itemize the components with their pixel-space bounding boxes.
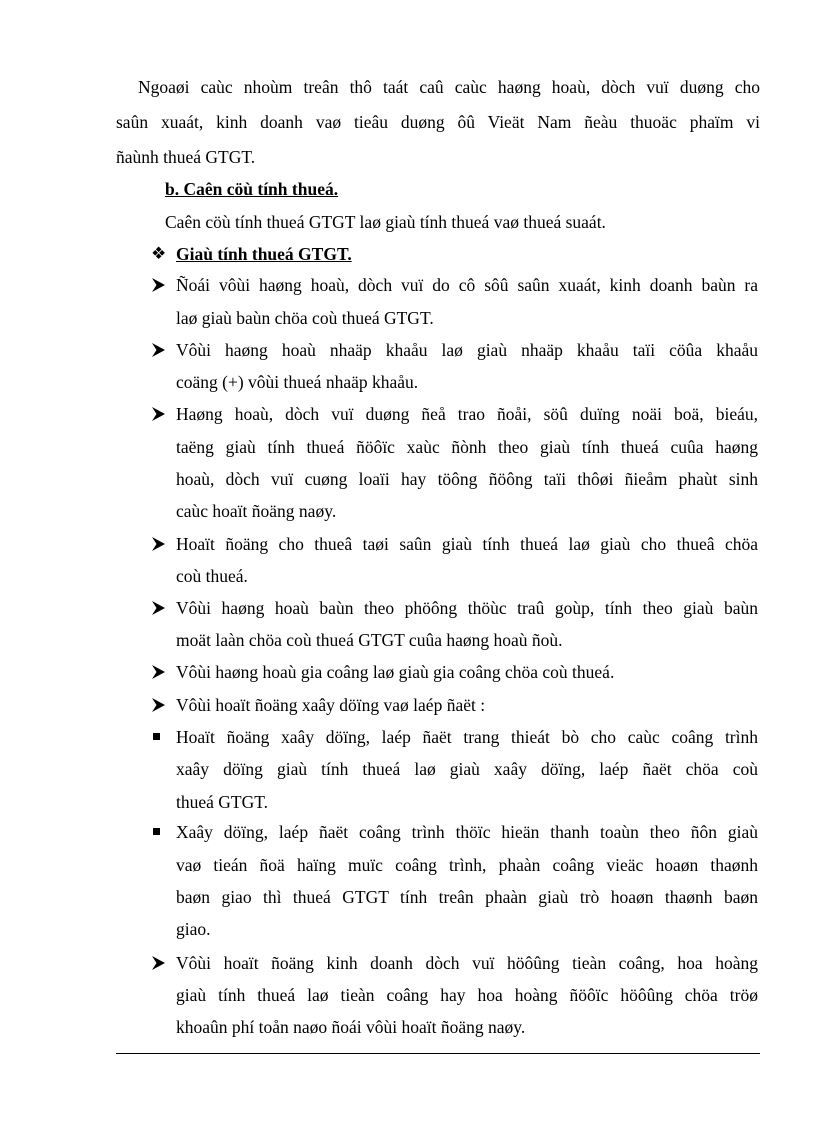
arrowhead-icon — [152, 956, 165, 970]
section-b-text: Caên cöù tính thueá GTGT laø giaù tính thueá vaø thueá suaát. — [165, 212, 606, 232]
list-item-line: Vôùi haøng hoaù nhaäp khaåu laø giaù nhaäp khaåu taïi cöûa khaåu — [176, 340, 758, 360]
list-item-line: Vôùi hoaït ñoäng kinh doanh dòch vuï höôûng tieàn coâng, hoa hoàng — [176, 953, 758, 973]
arrowhead-icon — [152, 698, 165, 712]
price-heading: Giaù tính thueá GTGT. — [176, 244, 352, 264]
footer-divider — [116, 1053, 760, 1054]
list-item-line: thueá GTGT. — [176, 792, 269, 812]
list-item-line: coäng (+) vôùi thueá nhaäp khaåu. — [176, 372, 419, 392]
list-item-line: Haøng hoaù, dòch vuï duøng ñeå trao ñoåi, söû duïng noäi boä, bieáu, — [176, 404, 758, 424]
arrowhead-icon — [152, 601, 165, 615]
list-item-line: caùc hoaït ñoäng naøy. — [176, 501, 337, 521]
square-bullet-icon — [153, 828, 160, 835]
list-item-line: Ñoái vôùi haøng hoaù, dòch vuï do cô sôû saûn xuaát, kinh doanh baùn ra — [176, 275, 758, 295]
list-item-line: Hoaït ñoäng cho thueâ taøi saûn giaù tính thueá laø giaù cho thueâ chöa — [176, 534, 758, 554]
intro-line-1: Ngoaøi caùc nhoùm treân thô taát caû caùc haøng hoaù, dòch vuï duøng cho — [138, 77, 760, 97]
list-item-line: Xaây döïng, laép ñaët coâng trình thöïc hieän thanh toaùn theo ñôn giaù — [176, 822, 758, 842]
square-bullet-icon — [153, 733, 160, 740]
list-item-line: Vôùi hoaït ñoäng xaây döïng vaø laép ñaët : — [176, 695, 486, 715]
list-item-line: laø giaù baùn chöa coù thueá GTGT. — [176, 308, 434, 328]
section-b-heading: b. Caên cöù tính thueá. — [165, 179, 339, 199]
list-item-line: baøn giao thì thueá GTGT tính treân phaàn giaù trò hoaøn thaønh baøn — [176, 887, 758, 907]
arrowhead-icon — [152, 665, 165, 679]
list-item-line: taëng giaù tính thueá ñöôïc xaùc ñònh theo giaù tính thueá cuûa haøng — [176, 437, 758, 457]
list-item-line: vaø tieán ñoä haïng muïc coâng trình, phaàn coâng vieäc hoaøn thaønh — [176, 855, 758, 875]
intro-line-2: saûn xuaát, kinh doanh vaø tieâu duøng ôû Vieät Nam ñeàu thuoäc phaïm vi — [116, 112, 760, 132]
list-item-line: Vôùi haøng hoaù baùn theo phöông thöùc traû goùp, tính theo giaù baùn — [176, 598, 758, 618]
arrowhead-icon — [152, 278, 165, 292]
list-item-line: giao. — [176, 919, 211, 939]
list-item-line: Hoaït ñoäng xaây döïng, laép ñaët trang thieát bò cho caùc coâng trình — [176, 727, 758, 747]
list-item-line: moät laàn chöa coù thueá GTGT cuûa haøng hoaù ñoù. — [176, 630, 563, 650]
list-item-line: coù thueá. — [176, 566, 248, 586]
arrowhead-icon — [152, 537, 165, 551]
list-item-line: xaây döïng giaù tính thueá laø giaù xaây döïng, laép ñaët chöa coù — [176, 759, 758, 779]
four-diamond-icon: ❖ — [151, 244, 167, 263]
list-item-line: hoaù, dòch vuï cuøng loaïi hay töông ñöông taïi thôøi ñieåm phaùt sinh — [176, 469, 758, 489]
intro-line-3: ñaùnh thueá GTGT. — [116, 147, 256, 167]
arrowhead-icon — [152, 343, 165, 357]
arrowhead-icon — [152, 407, 165, 421]
list-item-line: Vôùi haøng hoaù gia coâng laø giaù gia coâng chöa coù thueá. — [176, 662, 615, 682]
list-item-line: giaù tính thueá laø tieàn coâng hay hoa hoàng ñöôïc höôûng chöa tröø — [176, 985, 758, 1005]
list-item-line: khoaûn phí toån naøo ñoái vôùi hoaït ñoäng naøy. — [176, 1017, 526, 1037]
